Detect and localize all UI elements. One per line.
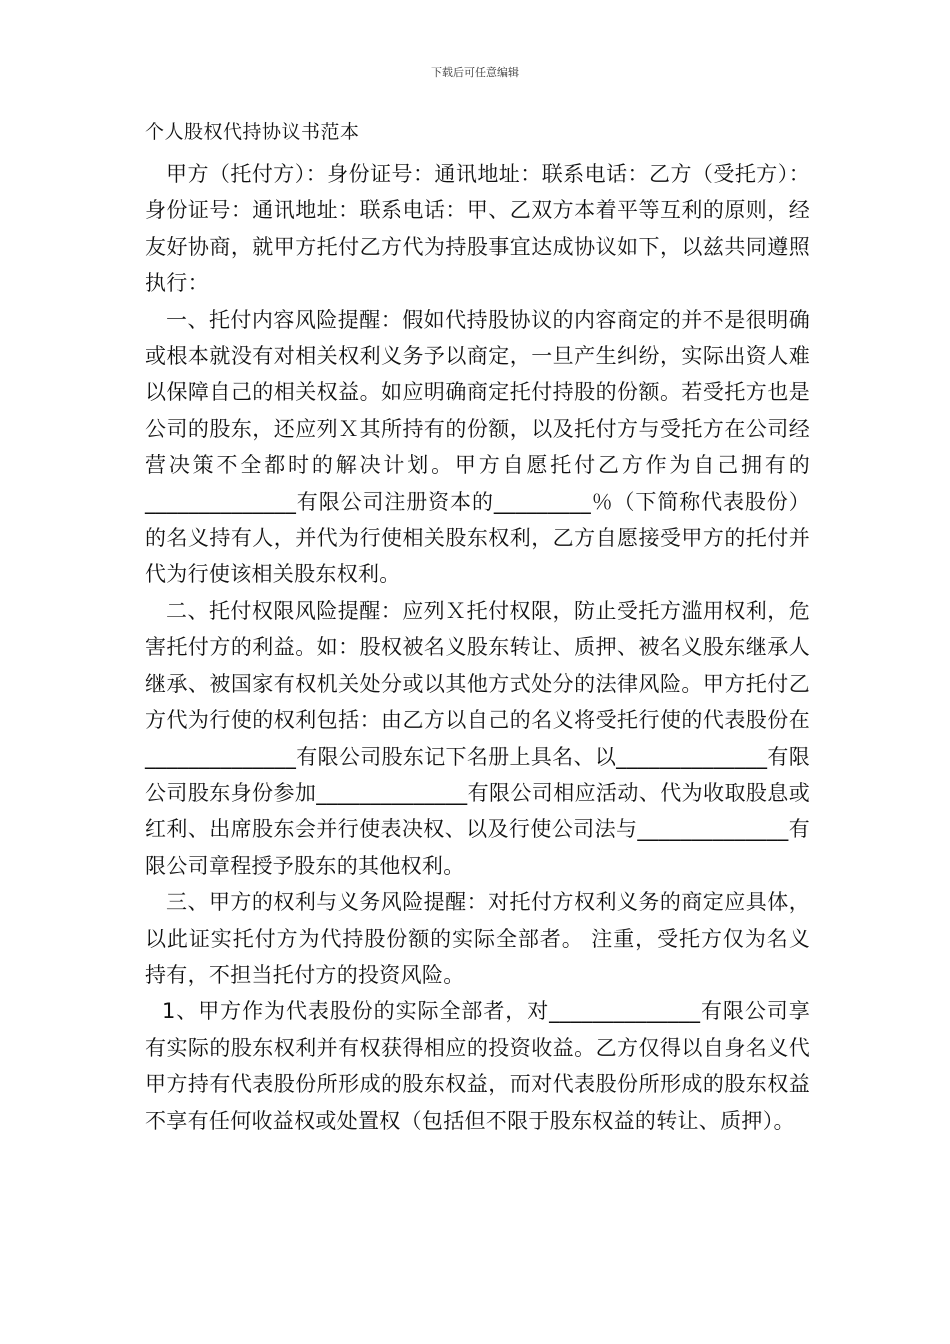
paragraph-clause-3-item-1: 1、甲方作为代表股份的实际全部者，对______________有限公司享有实际的股东权利并有权获得相应的投资收益。乙方仅得以自身名义代甲方持有代表股份所形成的股东权益，而对代表股份所形成的股东权益不享有任何收益权或处置权（包括但不限于股东权益的转让、质押）。 xyxy=(145,999,810,1133)
paragraph-clause-1: 一、托付内容风险提醒：假如代持股协议的内容商定的并不是很明确或根本就没有对相关权利义务予以商定，一旦产生纠纷，实际出资人难以保障自己的相关权益。如应明确商定托付持股的份额。若受托方也是公司的股东，还应列Ｘ其所持有的份额，以及托付方与受托方在公司经营决策不全都时的解决计划。甲方自愿托付乙方作为自己拥有的______________有限公司注册资本的_________％（下简称代表股份）的名义持有人，并代为行使相关股东权利，乙方自愿接受甲方的托付并代为行使该相关股东权利。 xyxy=(145,307,810,587)
paragraph-clause-3: 三、甲方的权利与义务风险提醒：对托付方权利义务的商定应具体，以此证实托付方为代持股份额的实际全部者。 注重，受托方仅为名义持有，不担当托付方的投资风险。 xyxy=(145,890,810,987)
paragraph-clause-2: 二、托付权限风险提醒：应列Ｘ托付权限，防止受托方滥用权利，危害托付方的利益。如：股权被名义股东转让、质押、被名义股东继承人继承、被国家有权机关处分或以其他方式处分的法律风险。甲方托付乙方代为行使的权利包括：由乙方以自己的名义将受托行使的代表股份在______________有限公司股东记下名册上具名、以______________有限公司股东身份参加______________有限公司相应活动、代为收取股息或红利、出席股东会并行使表决权、以及行使公司法与______________有限公司章程授予股东的其他权利。 xyxy=(145,598,810,878)
page-header: 下载后可任意编辑 xyxy=(431,66,519,79)
document-title: 个人股权代持协议书范本 xyxy=(145,121,360,143)
paragraph-parties: 甲方（托付方）：身份证号：通讯地址：联系电话：乙方（受托方）：身份证号：通讯地址：联系电话：甲、乙双方本着平等互利的原则，经友好协商，就甲方托付乙方代为持股事宜达成协议如下，以兹共同遵照执行： xyxy=(145,162,810,296)
document-body xyxy=(145,156,810,1139)
